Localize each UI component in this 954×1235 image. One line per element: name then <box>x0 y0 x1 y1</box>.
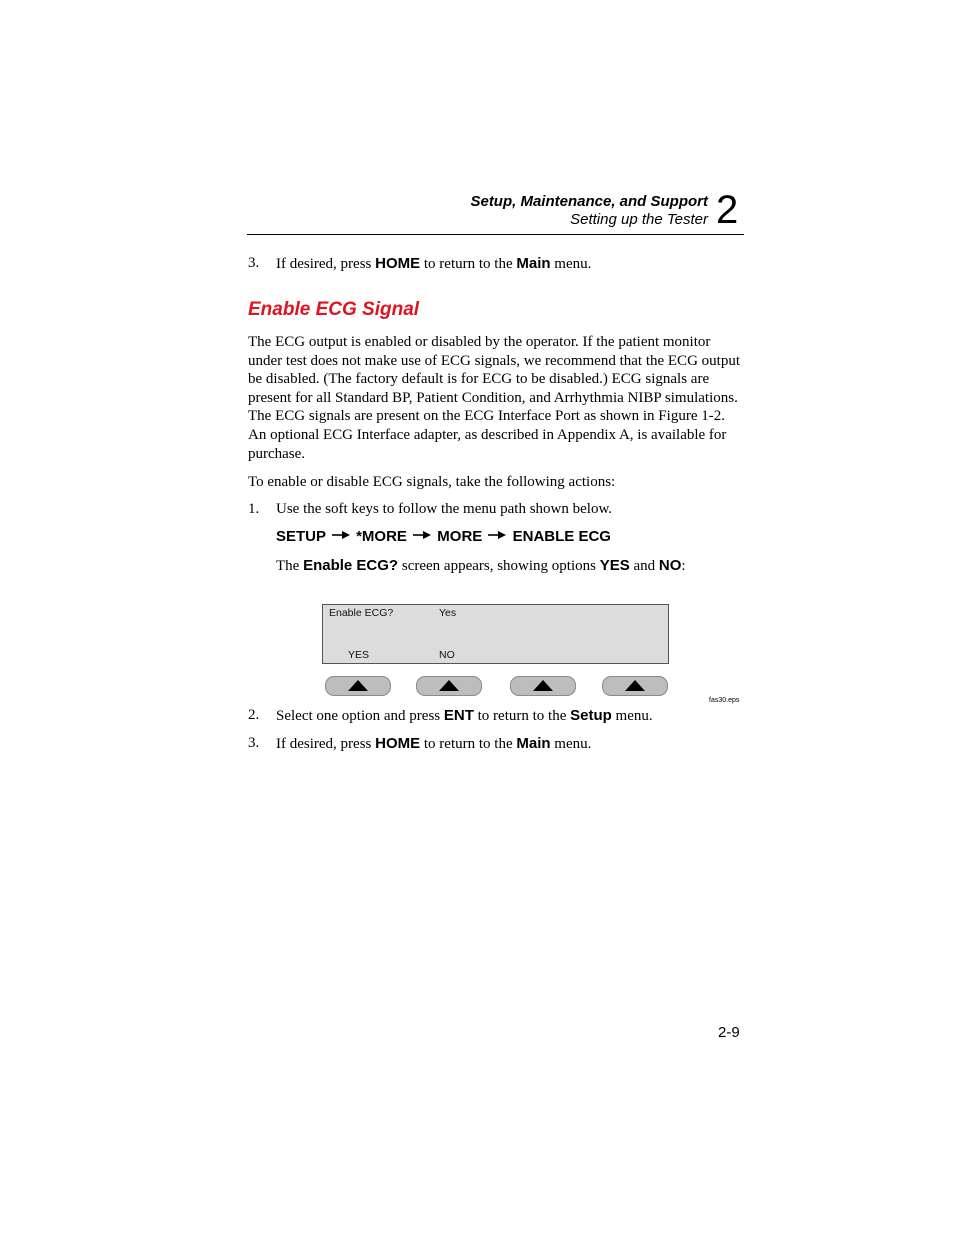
arrow-right-icon <box>488 530 506 540</box>
step-number: 1. <box>248 501 260 517</box>
menu-item: MORE <box>437 528 483 545</box>
menu-main: Main <box>516 255 551 272</box>
lcd-softkey-label-no: NO <box>439 649 455 661</box>
option-yes: YES <box>599 557 630 574</box>
softkey-3[interactable] <box>510 676 576 696</box>
step-number: 3. <box>248 255 260 271</box>
softkey-2[interactable] <box>416 676 482 696</box>
up-arrow-icon <box>348 680 368 691</box>
lcd-prompt: Enable ECG? <box>329 607 394 619</box>
softkey-4[interactable] <box>602 676 668 696</box>
arrow-right-icon <box>332 530 350 540</box>
menu-item: ENABLE ECG <box>512 528 611 545</box>
body-paragraph: To enable or disable ECG signals, take the following actions: <box>248 474 616 490</box>
step-number: 3. <box>248 735 260 751</box>
option-no: NO <box>658 557 682 574</box>
arrow-right-icon <box>413 530 431 540</box>
section-running-title: Setting up the Tester <box>570 211 708 228</box>
step-text: Select one option and press ENT to return to the Setup menu. <box>276 707 653 724</box>
up-arrow-icon <box>439 680 459 691</box>
step-number: 2. <box>248 707 260 723</box>
step-text: Use the soft keys to follow the menu path shown below. <box>276 501 613 517</box>
body-paragraph: The ECG output is enabled or disabled by the operator. If the patient monitor under test does not make use of ECG signals, we recommend that the ECG output be disabled. (The factory default is for ECG to be disabled.) ECG signals are present for all Standard BP, Patient Condition, and Arrhythmia NIBP simulations. The ECG signals are present on the ECG Interface Port as shown in Figure 1-2. An optional ECG Interface adapter, as described in Appendix A, is available for purchase. <box>248 334 740 462</box>
up-arrow-icon <box>625 680 645 691</box>
section-title: Enable ECG Signal <box>248 299 420 320</box>
softkey-1[interactable] <box>325 676 391 696</box>
page-number: 2-9 <box>718 1024 740 1041</box>
key-home: HOME <box>375 735 421 752</box>
screen-name: Enable ECG? <box>303 557 399 574</box>
figure-label: fas30.eps <box>709 697 740 704</box>
menu-item: *MORE <box>356 528 407 545</box>
lcd-current-value: Yes <box>439 607 457 619</box>
menu-main: Main <box>516 735 551 752</box>
lcd-softkey-label-yes: YES <box>348 649 370 661</box>
screen-description: The Enable ECG? screen appears, showing options YES and NO: <box>276 557 686 574</box>
lcd-screen <box>322 604 669 664</box>
chapter-number: 2 <box>716 188 739 232</box>
header-rule <box>247 234 744 235</box>
chapter-title: Setup, Maintenance, and Support <box>470 193 708 210</box>
menu-path <box>276 528 611 545</box>
key-home: HOME <box>375 255 421 272</box>
menu-setup: Setup <box>570 707 612 724</box>
step-text: If desired, press HOME to return to the Main menu. <box>276 255 592 272</box>
menu-item: SETUP <box>276 528 326 545</box>
step-text: If desired, press HOME to return to the Main menu. <box>276 735 592 752</box>
key-ent: ENT <box>443 707 474 724</box>
up-arrow-icon <box>533 680 553 691</box>
